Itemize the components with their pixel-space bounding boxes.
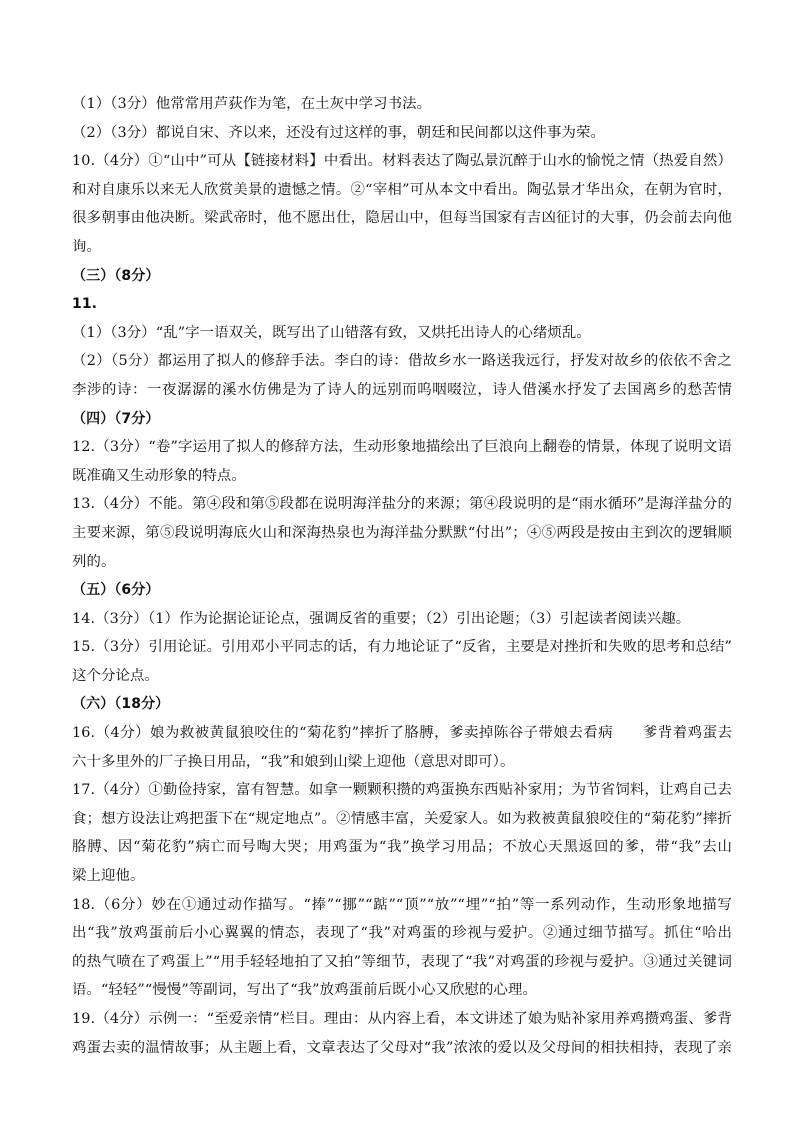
text-line: 语。“轻轻”“慢慢”等副词，写出了“我”放鸡蛋前后既小心又欣慰的心理。 — [72, 982, 537, 999]
text-line: 13.（4分）不能。第④段和第⑤段都在说明海洋盐分的来源；第④段说明的是“雨水循环”是海洋盐分的 — [72, 496, 732, 513]
text-line: 19.（4分）示例一：“至爱亲情”栏目。理由：从内容上看，本文讲述了娘为贴补家用养鸡攒鸡蛋、爹背 — [72, 1011, 732, 1027]
text-line: 梁上迎他。 — [72, 868, 145, 885]
text-line: 16.（4分）娘为救被黄鼠狼咬住的“菊花豹”摔折了胳膊，爹卖掉陈谷子带娘去看病 爹背着鸡蛋去 — [72, 725, 732, 742]
text-line: 14.（3分）（1）作为论据论证论点，强调反省的重要；（2）引出论题；（3）引起读者阅读兴趣。 — [72, 610, 691, 627]
text-line: 主要来源，第⑤段说明海底火山和深海热泉也为海洋盐分默默“付出”；④⑤两段是按由主到次的逻辑顺 — [72, 524, 732, 541]
section-heading: （三）（8分） — [72, 267, 160, 284]
text-line: 这个分论点。 — [72, 667, 159, 684]
text-line: 鸡蛋去卖的温情故事；从主题上看，文章表达了父母对“我”浓浓的爱以及父母间的相扶相持，表现了亲 — [72, 1039, 732, 1056]
text-line: 胳膊、因“菊花豹”病亡而号啕大哭；用鸡蛋为“我”换学习用品；不放心天黑返回的爹，带“我”去山 — [72, 839, 732, 856]
text-line: （1）（3分）“乱”字一语双关，既写出了山错落有致，又烘托出诗人的心绪烦乱。 — [72, 324, 591, 341]
text-line: 食；想方设法让鸡把蛋下在“规定地点”。②情感丰富，关爱家人。如为救被黄鼠狼咬住的“菊花豹”摔折 — [72, 810, 732, 827]
answer-text-body — [72, 90, 732, 1062]
section-heading: （六）（18分） — [72, 696, 170, 713]
section-heading: （五）（6分） — [72, 582, 160, 599]
text-line: 既准确又生动形象的特点。 — [72, 467, 246, 484]
text-line: 询。 — [72, 238, 101, 255]
text-line: 的热气喷在了鸡蛋上”“用手轻轻地拍了又拍”等细节，表现了“我”对鸡蛋的珍视与爱护。③通过关键词 — [72, 953, 732, 970]
text-line: 17.（4分）①勤俭持家，富有智慧。如拿一颗颗积攒的鸡蛋换东西贴补家用；为节省饲料，让鸡自己去 — [72, 782, 732, 799]
section-heading: 11. — [72, 296, 98, 313]
text-line: （2）（3分）都说自宋、齐以来，还没有过这样的事，朝廷和民间都以这件事为荣。 — [72, 124, 605, 141]
text-line: 10.（4分）①“山中”可从【链接材料】中看出。材料表达了陶弘景沉醉于山水的愉悦之情（热爱自然） — [72, 153, 732, 170]
text-line: （1）（3分）他常常用芦荻作为笔，在土灰中学习书法。 — [72, 96, 432, 112]
text-line: 很多朝事由他决断。梁武帝时，他不愿出仕，隐居山中，但每当国家有吉凶征讨的大事，仍会前去向他 — [72, 210, 732, 227]
text-line: 出“我”放鸡蛋前后小心翼翼的情态，表现了“我”对鸡蛋的珍视与爱护。②通过细节描写。抓住“哈出 — [72, 925, 732, 942]
text-line: 六十多里外的厂子换日用品，“我”和娘到山梁上迎他（意思对即可）。 — [72, 753, 515, 770]
text-line: 列的。 — [72, 553, 116, 570]
text-line: （2）（5分）都运用了拟人的修辞手法。李白的诗：借故乡水一路送我远行，抒发对故乡的依依不舍之 — [72, 353, 732, 370]
text-line: 18.（6分）妙在①通过动作描写。“捧”“挪”“踮”“顶”“放”“埋”“拍”等一系列动作，生动形象地描写 — [72, 896, 732, 913]
text-line: 李涉的诗：一夜潺潺的溪水仿佛是为了诗人的远别而呜咽啜泣，诗人借溪水抒发了去国离乡的愁苦情 — [72, 381, 732, 398]
section-heading: （四）（7分） — [72, 410, 160, 427]
text-line: 和对自康乐以来无人欣赏美景的遗憾之情。②“宰相”可从本文中看出。陶弘景才华出众，在朝为官时， — [72, 181, 732, 198]
text-line: 12.（3分）“卷”字运用了拟人的修辞方法，生动形象地描绘出了巨浪向上翻卷的情景，体现了说明文语 — [72, 439, 732, 456]
text-line: 15.（3分）引用论证。引用邓小平同志的话，有力地论证了“反省，主要是对挫折和失败的思考和总结” — [72, 639, 732, 656]
